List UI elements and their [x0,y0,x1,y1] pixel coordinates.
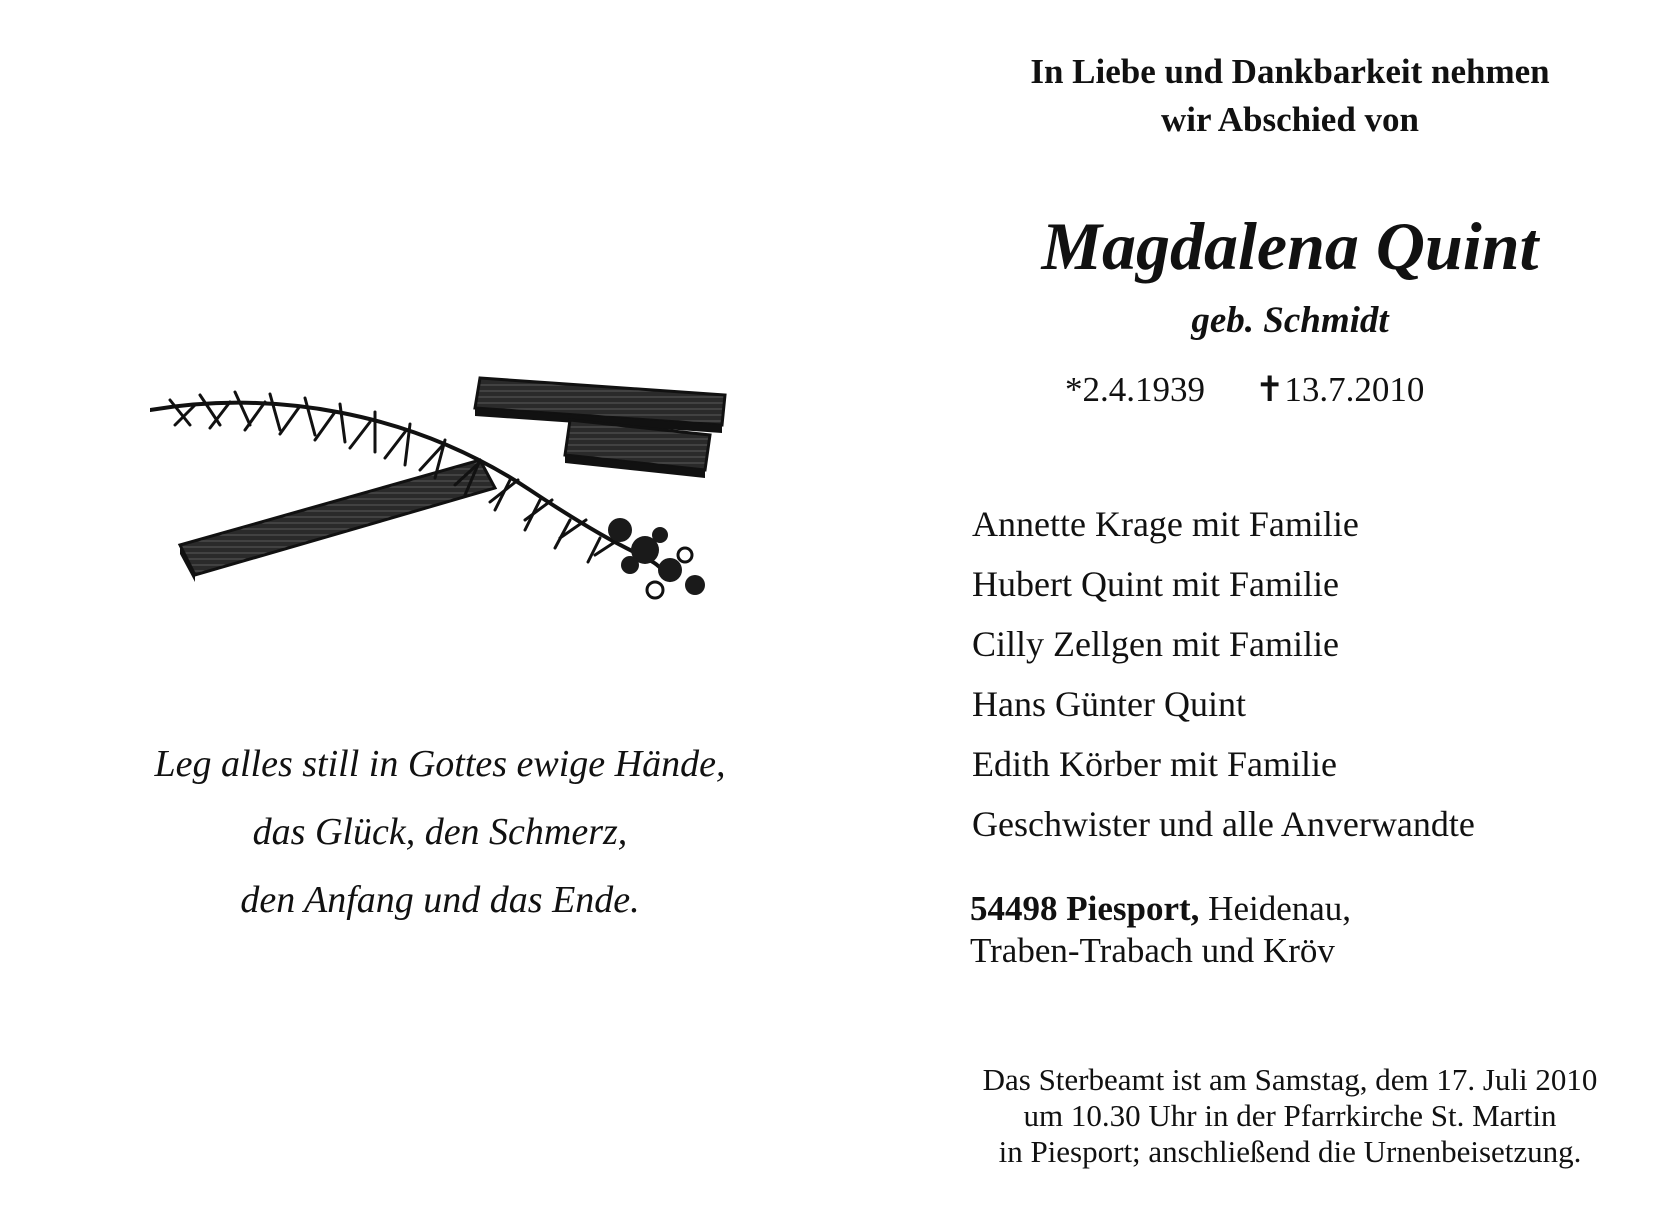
address-town: 54498 Piesport, [970,889,1200,928]
maiden-name: geb. Schmidt [1191,300,1389,341]
life-dates [1065,368,1565,412]
address-line-1 [970,888,1650,930]
poem-line-1: Leg alles still in Gottes ewige Hände, [154,743,726,785]
cross-arm-icon [475,378,725,478]
service-line-1: Das Sterbeamt ist am Samstag, dem 17. Juli 2010 [982,1062,1598,1097]
deceased-name: Magdalena Quint [1041,208,1539,284]
intro-line-1: In Liebe und Dankbarkeit nehmen [1030,52,1550,91]
service-line-3: in Piesport; anschließend die Urnenbeisetzung. [998,1134,1582,1169]
service-notice [900,1062,1669,1170]
family-member: Hubert Quint mit Familie [972,564,1339,604]
address-places: Heidenau, [1199,889,1352,928]
family-member: Edith Körber mit Familie [972,744,1337,784]
family-member: Cilly Zellgen mit Familie [972,624,1339,664]
family-member: Annette Krage mit Familie [972,504,1359,544]
death-date: ✝13.7.2010 [1255,370,1425,409]
cross-beam-icon [180,460,495,582]
family-member: Geschwister und alle Anverwandte [972,804,1475,844]
intro-line-2: wir Abschied von [1160,100,1420,139]
address-block [970,888,1650,972]
family-member: Hans Günter Quint [972,684,1246,724]
cross-with-palm-branch-icon [150,370,760,630]
poem-line-3: den Anfang und das Ende. [240,879,640,921]
family-list [972,500,1652,860]
address-line-2: Traben-Trabach und Kröv [970,931,1335,970]
intro-text [900,48,1669,144]
birth-date: *2.4.1939 [1065,370,1205,409]
poem-line-2: das Glück, den Schmerz, [252,811,628,853]
flower-sprig-icon [608,518,705,598]
poem [100,730,780,934]
service-line-2: um 10.30 Uhr in der Pfarrkirche St. Martin [1023,1098,1557,1133]
